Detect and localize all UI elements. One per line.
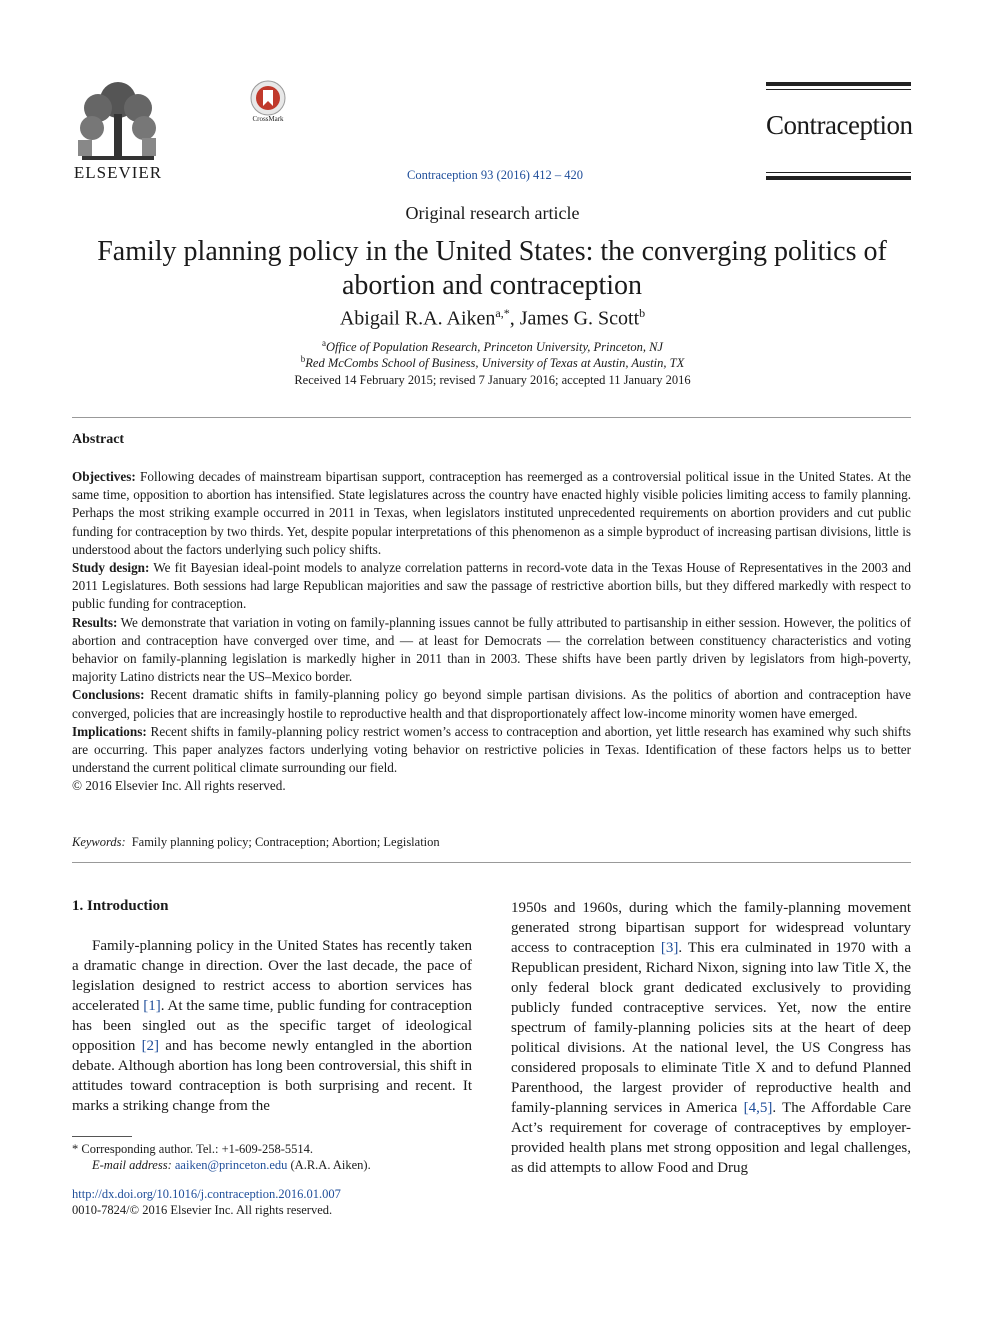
abstract-implications bbox=[72, 723, 911, 778]
citation-link[interactable]: [4,5] bbox=[743, 1100, 773, 1116]
author-affiliation-marker[interactable]: a,* bbox=[495, 306, 510, 320]
affiliation-marker: a bbox=[322, 338, 327, 348]
section-label: Objectives: bbox=[72, 469, 136, 484]
section-text: Recent shifts in family-planning policy restrict women’s access to contraception and abortion, yet little research has examined why such shifts are occurring. This paper analyzes factors underlying voting behavior on restrictive policies in Texas. Identification of these factors helps us to better understand the current political climate surrounding our field. bbox=[72, 723, 911, 776]
crossmark-label: CrossMark bbox=[252, 115, 284, 123]
affiliation bbox=[0, 354, 985, 371]
author-affiliation-marker[interactable]: b bbox=[639, 306, 646, 320]
abstract-conclusions bbox=[72, 686, 911, 722]
journal-reference-link[interactable]: Contraception 93 (2016) 412 – 420 bbox=[406, 168, 583, 182]
author-separator: , bbox=[509, 307, 520, 330]
section-label: Results: bbox=[72, 614, 118, 630]
abstract-heading: Abstract bbox=[72, 432, 125, 447]
text: . The Affordable Care Act’s requirement for coverage of contraceptives by employer-provided health plans met strong opposition and legal challenges, as did attempts to allow Food and Drug bbox=[511, 1100, 911, 1176]
citation-link[interactable]: [1] bbox=[143, 998, 161, 1014]
section-text: We fit Bayesian ideal-point models to analyze correlation patterns in record-vote data in the Texas House of Representatives in the 2003 and 2011 Legislatures. Both sessions had large Republican majorities and saw the passage of restrictive abortion bills, but they differed markedly with respect to public funding for contraception. bbox=[72, 560, 912, 612]
citation-link[interactable]: [2] bbox=[141, 1038, 160, 1054]
email-note bbox=[92, 1158, 371, 1173]
divider bbox=[72, 417, 911, 418]
author-list bbox=[0, 306, 985, 331]
email-suffix: (A.R.A. Aiken). bbox=[287, 1158, 371, 1172]
journal-rule bbox=[766, 176, 911, 180]
body-column-right bbox=[511, 898, 911, 1178]
divider bbox=[72, 862, 911, 863]
affiliation-text: Red McCombs School of Business, University of Texas at Austin, Austin, TX bbox=[305, 356, 685, 371]
affiliation bbox=[0, 338, 985, 355]
journal-rule bbox=[766, 82, 911, 86]
email-link[interactable]: aaiken@princeton.edu bbox=[174, 1158, 288, 1172]
section-text: We demonstrate that variation in voting on family-planning issues cannot be fully attributed to partisanship in either session. However, the politics of abortion and contraception have converged over time, and — at least for Democrats — the correlation between constituency characteristics and voting behavior on family-planning legislation is markedly higher in 2011 than in 2003. These shifts have been partly driven by legislators from high-poverty, majority Latino districts near the US–Mexico border. bbox=[72, 614, 912, 685]
article-type: Original research article bbox=[405, 203, 580, 223]
keywords-label: Keywords: bbox=[72, 835, 126, 849]
footnote-rule bbox=[72, 1136, 132, 1137]
copyright: © 2016 Elsevier Inc. All rights reserved. bbox=[72, 778, 286, 794]
paragraph bbox=[72, 936, 472, 1116]
section-heading: 1. Introduction bbox=[72, 898, 169, 914]
email-label: E-mail address: bbox=[92, 1158, 172, 1172]
journal-rule bbox=[766, 172, 911, 173]
corresponding-author-note: * Corresponding author. Tel.: +1-609-258-5514. bbox=[72, 1142, 313, 1156]
section-label: Study design: bbox=[72, 560, 150, 576]
journal-rule bbox=[766, 89, 911, 90]
citation-link[interactable]: [3] bbox=[660, 940, 679, 956]
abstract-results bbox=[72, 614, 911, 687]
body-column-left bbox=[72, 936, 472, 1116]
text: Family-planning policy in the United States has recently taken a dramatic change in direction. Over the last decade, the pace of legislation designed to restrict access to abortion services has accelerated bbox=[72, 938, 472, 1014]
section-text: Recent dramatic shifts in family-planning policy go beyond simple partisan divisions. As the politics of abortion and contraception have converged, policies that are increasingly hostile to reproductive health and that disproportionately affect low-income minority women have emerged. bbox=[72, 687, 912, 721]
section-label: Implications: bbox=[72, 723, 147, 739]
article-dates: Received 14 February 2015; revised 7 January 2016; accepted 11 January 2016 bbox=[294, 373, 691, 387]
abstract-objectives bbox=[72, 468, 911, 559]
publisher-name: ELSEVIER bbox=[73, 163, 163, 182]
article-title: Family planning policy in the United States: the converging politics of abortion and contraception bbox=[97, 236, 887, 301]
abstract-design bbox=[72, 559, 911, 614]
paragraph bbox=[511, 898, 911, 1178]
text: and has become newly entangled in the abortion debate. Although abortion has long been controversial, this shift in attitudes toward contraception is both surprising and recent. It marks a striking change from the bbox=[72, 1038, 472, 1114]
journal-name: Contraception bbox=[766, 110, 913, 140]
section-label: Conclusions: bbox=[72, 687, 145, 703]
abstract-body bbox=[72, 468, 911, 796]
keywords bbox=[72, 835, 440, 850]
text: . At the same time, public funding for contraception has been singled out as the specific target of ideological opposition bbox=[72, 998, 472, 1054]
affiliation-text: Office of Population Research, Princeton University, Princeton, NJ bbox=[326, 340, 663, 355]
keywords-text: Family planning policy; Contraception; Abortion; Legislation bbox=[131, 835, 440, 849]
section-text: Following decades of mainstream bipartisan support, contraception has reemerged as a controversial political issue in the United States. At the same time, opposition to abortion has intensified. State legislatures across the country have enacted highly visible policies limiting access to family planning. Perhaps the most striking example occurred in 2011 in Texas, when legislators instituted unprecedented requirements on abortion providers and cut public funding for contraception by two thirds. Yet, despite popular interpretations of this phenomenon as a simple byproduct of increasing partisan divisions, little is understood about the factors underlying such policy shifts. bbox=[72, 469, 912, 557]
author-name[interactable]: Abigail R.A. Aiken bbox=[339, 307, 496, 330]
text: . This era culminated in 1970 with a Republican president, Richard Nixon, signing into law Title X, the only federal block grant dedicated exclusively to providing publicly funded contraceptive services. Yet, now the entire spectrum of family-planning policies sits at the heart of deep political divisions. At the national level, the US Congress has considered proposals to eliminate Title X and to defund Planned Parenthood, the largest provider of reproductive health and family-planning services in America bbox=[511, 940, 911, 1116]
doi-link[interactable]: http://dx.doi.org/10.1016/j.contraception.2016.01.007 bbox=[72, 1187, 341, 1201]
author-name[interactable]: James G. Scott bbox=[519, 307, 640, 330]
issn-copyright: 0010-7824/© 2016 Elsevier Inc. All rights reserved. bbox=[72, 1203, 333, 1217]
affiliation-marker: b bbox=[300, 354, 306, 364]
text: 1950s and 1960s, during which the family-planning movement generated strong bipartisan support for widespread voluntary access to contraception bbox=[511, 900, 911, 956]
